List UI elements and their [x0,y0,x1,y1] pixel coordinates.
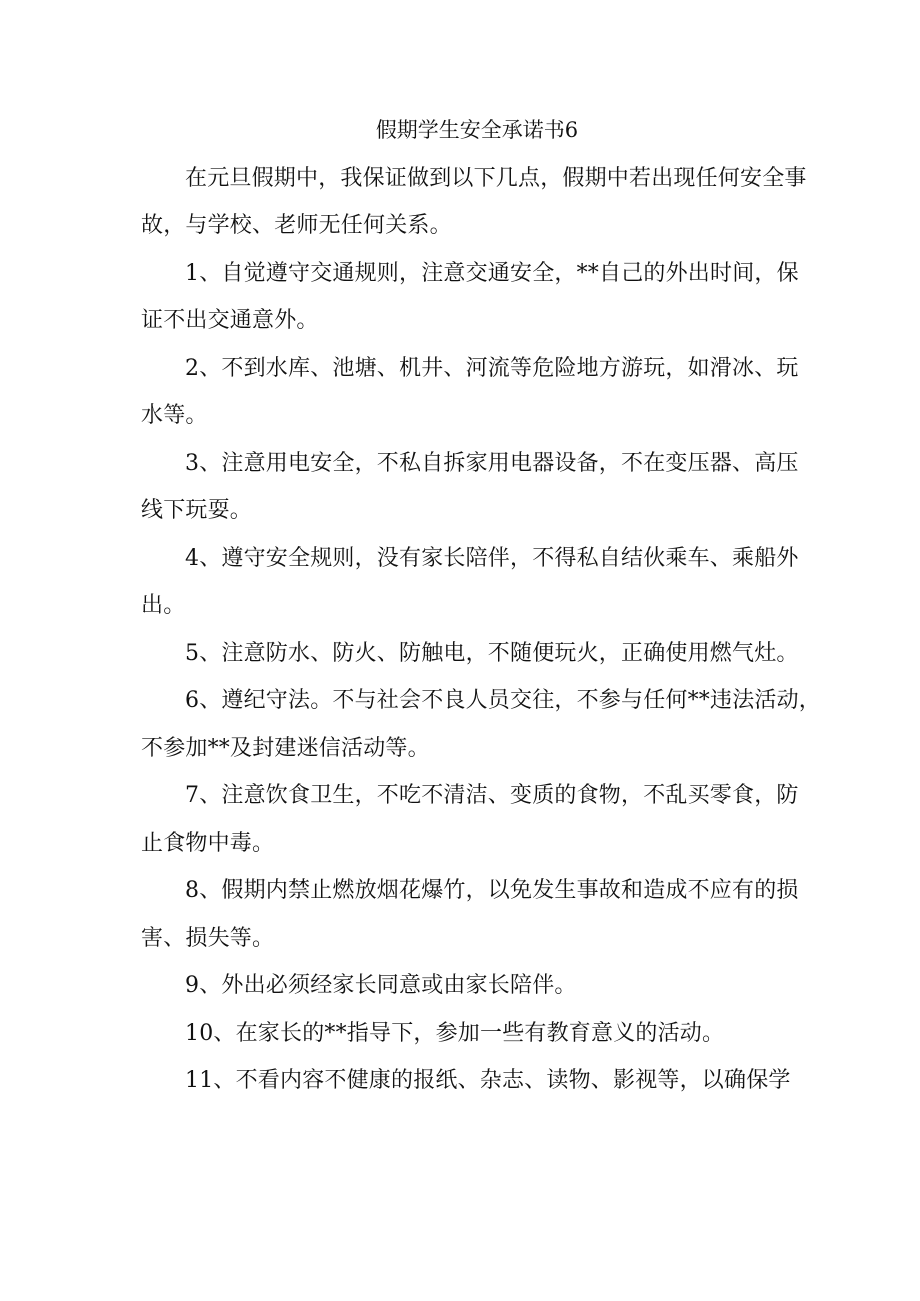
paragraph-line: 11、不看内容不健康的报纸、杂志、读物、影视等，以确保学 [185,1068,791,1093]
paragraph-line: 故，与学校、老师无任何关系。 [141,213,452,238]
paragraph-line: 8、假期内禁止燃放烟花爆竹，以免发生事故和造成不应有的损 [185,878,799,903]
paragraph-line: 3、注意用电安全，不私自拆家用电器设备，不在变压器、高压 [185,450,799,476]
document-page [141,107,821,1105]
document-title: 假期学生安全承诺书6 [375,118,579,142]
paragraph-line: 证不出交通意外。 [141,308,319,333]
paragraph-line: 4、遵守安全规则，没有家长陪伴，不得私自结伙乘车、乘船外 [185,545,799,571]
paragraph [141,630,799,678]
paragraph [141,535,799,630]
paragraph [141,772,799,867]
document-body [141,155,821,1105]
paragraph-line: 10、在家长的**指导下，参加一些有教育意义的活动。 [185,1020,725,1046]
paragraph [141,155,807,250]
paragraph-line: 出。 [141,593,186,618]
paragraph-line: 在元旦假期中，我保证做到以下几点，假期中若出现任何安全事 [185,165,807,191]
paragraph-line: 不参加**及封建迷信活动等。 [141,735,430,761]
paragraph [141,677,821,772]
paragraph-line: 1、自觉遵守交通规则，注意交通安全，**自己的外出时间，保 [185,260,799,286]
paragraph [141,250,799,345]
paragraph-line: 止食物中毒。 [141,830,275,856]
paragraph-line: 9、外出必须经家长同意或由家长陪伴。 [185,973,577,998]
paragraph-line: 5、注意防水、防火、防触电，不随便玩火，正确使用燃气灶。 [185,640,799,666]
paragraph [141,440,799,535]
paragraph-line: 害、损失等。 [141,925,275,951]
paragraph-line: 6、遵纪守法。不与社会不良人员交往，不参与任何**违法活动， [185,688,821,713]
paragraph [141,962,793,1010]
paragraph-line: 水等。 [141,403,208,428]
paragraph [141,345,799,440]
paragraph [141,1057,793,1105]
paragraph-line: 线下玩耍。 [141,498,253,523]
paragraph-line: 7、注意饮食卫生，不吃不清洁、变质的食物，不乱买零食，防 [185,783,799,808]
paragraph [141,1010,793,1058]
paragraph [141,867,799,962]
paragraph-line: 2、不到水库、池塘、机井、河流等危险地方游玩，如滑冰、玩 [185,355,799,381]
